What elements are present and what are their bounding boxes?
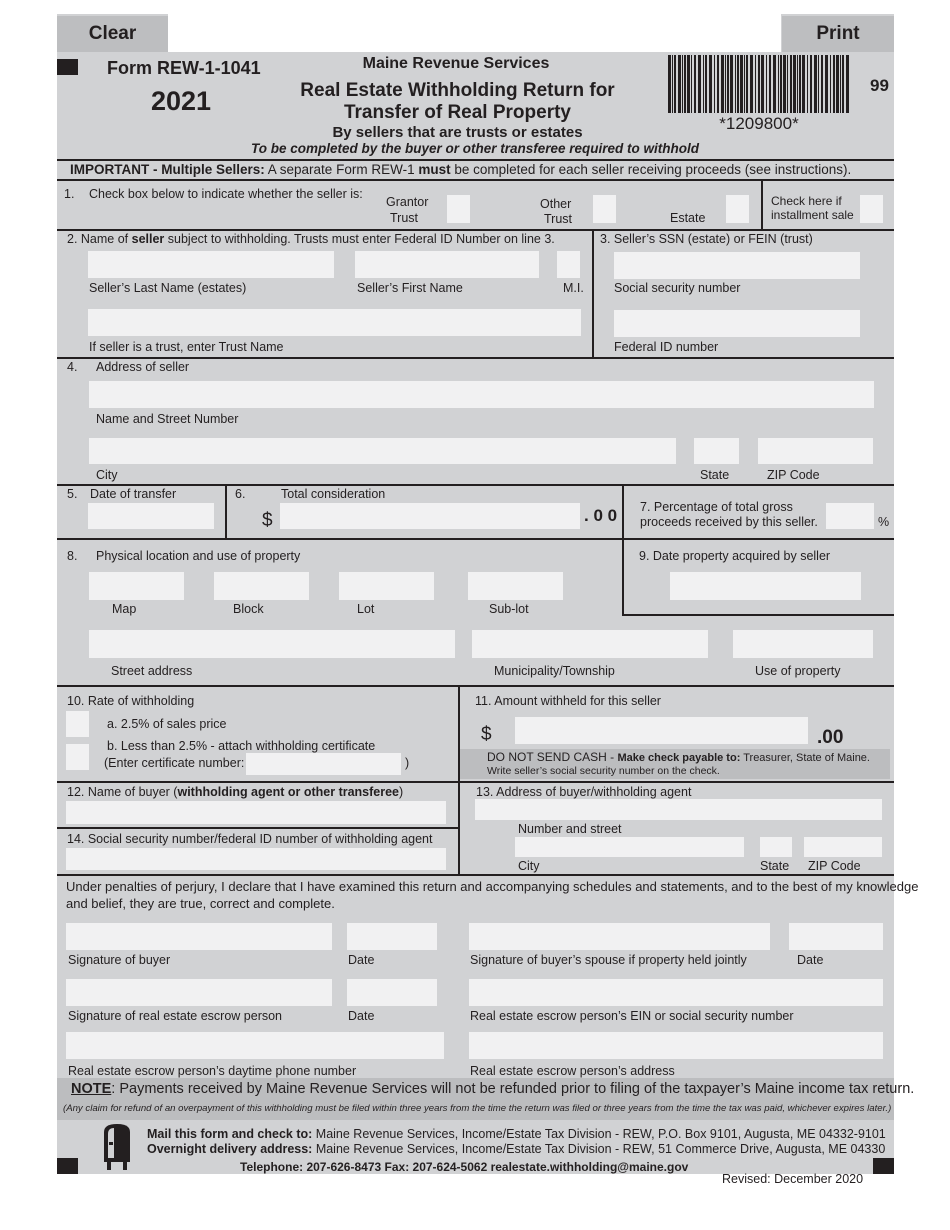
installment-label: Check here if [771,194,842,208]
escrow-phone-input[interactable] [66,1032,444,1059]
map-input[interactable] [89,572,184,600]
rate-b-label: b. Less than 2.5% - attach withholding certificate [107,739,376,753]
seller-mi-label: M.I. [563,281,584,295]
escrow-phone-label: Real estate escrow person’s daytime phone number [68,1064,357,1078]
important-notice: IMPORTANT - Multiple Sellers: A separate Form REW-1 must be completed for each seller receiving proceeds (see instructions). [70,162,852,177]
spouse-date-input[interactable] [789,923,883,950]
registration-mark-bottom-left [57,1158,78,1174]
line5-number: 5. [67,487,78,501]
check-instruction: Write seller’s social security number on the check. [487,765,720,777]
mailbox-icon [101,1122,135,1170]
seller-zip-input[interactable] [758,438,873,464]
municipality-label: Municipality/Township [494,664,615,678]
consideration-cents: . 0 0 [584,506,618,525]
ssn-input[interactable] [614,252,860,279]
spouse-date-label: Date [797,953,824,967]
line3-label: 3. Seller’s SSN (estate) or FEIN (trust) [600,232,813,246]
escrow-date-input[interactable] [347,979,437,1006]
line7-label2: proceeds received by this seller. [640,515,818,529]
rate-b-checkbox[interactable] [66,744,89,770]
block-input[interactable] [214,572,309,600]
buyer-state-label: State [760,859,790,873]
line9-label: 9. Date property acquired by seller [639,549,831,563]
escrow-ein-label: Real estate escrow person’s EIN or social security number [470,1009,794,1023]
line1-label: Check box below to indicate whether the seller is: [89,187,363,201]
buyer-signature-input[interactable] [66,923,332,950]
revision-date: Revised: December 2020 [722,1172,864,1186]
seller-state-label: State [700,468,730,482]
cash-warning: DO NOT SEND CASH - Make check payable to: Treasurer, State of Maine. [487,750,870,764]
certificate-close-paren: ) [405,756,410,770]
sublot-input[interactable] [468,572,563,600]
escrow-ein-input[interactable] [469,979,883,1006]
page-code: 99 [870,76,889,95]
buyer-id-input[interactable] [66,848,446,870]
seller-state-input[interactable] [694,438,739,464]
date-of-transfer-input[interactable] [88,503,214,529]
amount-withheld-input[interactable] [515,717,808,744]
buyer-zip-label: ZIP Code [808,859,861,873]
lot-input[interactable] [339,572,434,600]
form-subtitle: By sellers that are trusts or estates [332,124,583,141]
line14-label: 14. Social security number/federal ID number of withholding agent [67,832,433,846]
tax-year: 2021 [151,86,212,116]
barcode-number: *1209800* [719,114,799,133]
rate-a-label: a. 2.5% of sales price [107,717,227,731]
buyer-street-label: Number and street [518,822,622,836]
perjury-statement: Under penalties of perjury, I declare that I have examined this return and accompanying schedules and statements, and to the best of my knowledge [66,879,919,894]
fein-label: Federal ID number [614,340,719,354]
use-of-property-input[interactable] [733,630,873,658]
seller-first-name-label: Seller’s First Name [357,281,463,295]
buyer-state-input[interactable] [760,837,792,857]
grantor-trust-checkbox[interactable] [447,195,470,223]
installment-label2: installment sale [771,208,854,222]
seller-street-input[interactable] [89,381,874,408]
property-street-input[interactable] [89,630,455,658]
seller-city-input[interactable] [89,438,676,464]
escrow-signature-label: Signature of real estate escrow person [68,1009,283,1023]
line2-label: 2. Name of seller subject to withholding. Trusts must enter Federal ID Number on line 3. [67,232,555,246]
clear-button[interactable]: Clear [57,16,168,52]
map-label: Map [112,602,137,616]
escrow-address-input[interactable] [469,1032,883,1059]
other-trust-label: Other [540,197,572,211]
line4-number: 4. [67,360,78,374]
mail-address: Mail this form and check to: Maine Revenue Services, Income/Estate Tax Division - REW, P.O. Box 9101, Augusta, ME 04332-9101 [147,1127,886,1141]
buyer-date-input[interactable] [347,923,437,950]
seller-first-name-input[interactable] [355,251,539,278]
line13-label: 13. Address of buyer/withholding agent [476,785,692,799]
buyer-city-label: City [518,859,540,873]
seller-last-name-label: Seller’s Last Name (estates) [89,281,247,295]
municipality-input[interactable] [472,630,708,658]
line1-number: 1. [64,187,75,201]
escrow-date-label: Date [348,1009,375,1023]
ssn-label: Social security number [614,281,741,295]
line6-label: Total consideration [281,487,386,501]
property-street-label: Street address [111,664,193,678]
form-title-line1: Real Estate Withholding Return for [300,80,615,101]
grantor-trust-label: Grantor [386,195,429,209]
seller-last-name-input[interactable] [88,251,334,278]
form-number: Form REW-1-1041 [107,58,261,78]
line8-number: 8. [67,549,78,563]
seller-mi-input[interactable] [557,251,580,278]
trust-name-input[interactable] [88,309,581,336]
estate-checkbox[interactable] [726,195,749,223]
consideration-dollar-sign: $ [262,510,273,531]
line11-label: 11. Amount withheld for this seller [475,694,661,708]
seller-city-label: City [96,468,118,482]
other-trust-label2: Trust [544,212,573,226]
line12-label: 12. Name of buyer (withholding agent or other transferee) [67,785,404,799]
registration-mark-bottom-right [873,1158,894,1174]
buyer-date-label: Date [348,953,375,967]
escrow-signature-input[interactable] [66,979,332,1006]
contact-info: Telephone: 207-626-8473 Fax: 207-624-5062 realestate.withholding@maine.gov [240,1160,689,1174]
installment-sale-checkbox[interactable] [860,195,883,223]
escrow-address-label: Real estate escrow person’s address [470,1064,675,1078]
refund-claim-note: (Any claim for refund of an overpayment of this withholding must be filed within three years from the time the return was filed or three years from the time the tax was paid, whichever expires later.) [63,1103,892,1114]
date-acquired-input[interactable] [670,572,861,600]
print-button[interactable]: Print [782,16,894,52]
overnight-address: Overnight delivery address: Maine Revenue Services, Income/Estate Tax Division - REW, 51 Commerce Drive, Augusta, ME 04330 [147,1142,886,1156]
line4-label: Address of seller [96,360,190,374]
withheld-cents: .00 [817,727,844,748]
agency-name: Maine Revenue Services [362,55,550,72]
barcode [668,55,850,113]
rate-a-checkbox[interactable] [66,711,89,737]
buyer-zip-input[interactable] [804,837,882,857]
total-consideration-input[interactable] [280,503,580,529]
use-of-property-label: Use of property [755,664,841,678]
line7-label: 7. Percentage of total gross [640,500,793,514]
buyer-city-input[interactable] [515,837,744,857]
buyer-street-input[interactable] [475,799,882,820]
estate-label: Estate [670,211,706,225]
trust-name-label: If seller is a trust, enter Trust Name [89,340,284,354]
certificate-number-input[interactable] [246,753,401,775]
line10-label: 10. Rate of withholding [67,694,195,708]
buyer-signature-label: Signature of buyer [68,953,171,967]
percent-sign: % [878,515,890,529]
line5-label: Date of transfer [90,487,177,501]
percentage-input[interactable] [826,503,874,529]
spouse-signature-input[interactable] [469,923,770,950]
fein-input[interactable] [614,310,860,337]
refund-note: NOTE: Payments received by Maine Revenue Services will not be refunded prior to filing of the taxpayer’s Maine income tax return. [71,1081,915,1097]
top-gap [168,14,781,52]
spouse-signature-label: Signature of buyer’s spouse if property held jointly [470,953,747,967]
registration-mark [57,59,78,75]
line6-number: 6. [235,487,246,501]
seller-zip-label: ZIP Code [767,468,820,482]
withheld-dollar-sign: $ [481,724,492,745]
seller-street-label: Name and Street Number [96,412,239,426]
block-label: Block [233,602,264,616]
other-trust-checkbox[interactable] [593,195,616,223]
form-title-line2: Transfer of Real Property [343,102,572,123]
grantor-trust-label2: Trust [390,211,419,225]
perjury-statement2: and belief, they are true, correct and complete. [66,896,335,911]
lot-label: Lot [357,602,375,616]
buyer-name-input[interactable] [66,801,446,824]
form-instruction: To be completed by the buyer or other transferee required to withhold [250,141,700,156]
sublot-label: Sub-lot [489,602,529,616]
certificate-label: (Enter certificate number: [104,756,245,770]
line8-label: Physical location and use of property [96,549,301,563]
